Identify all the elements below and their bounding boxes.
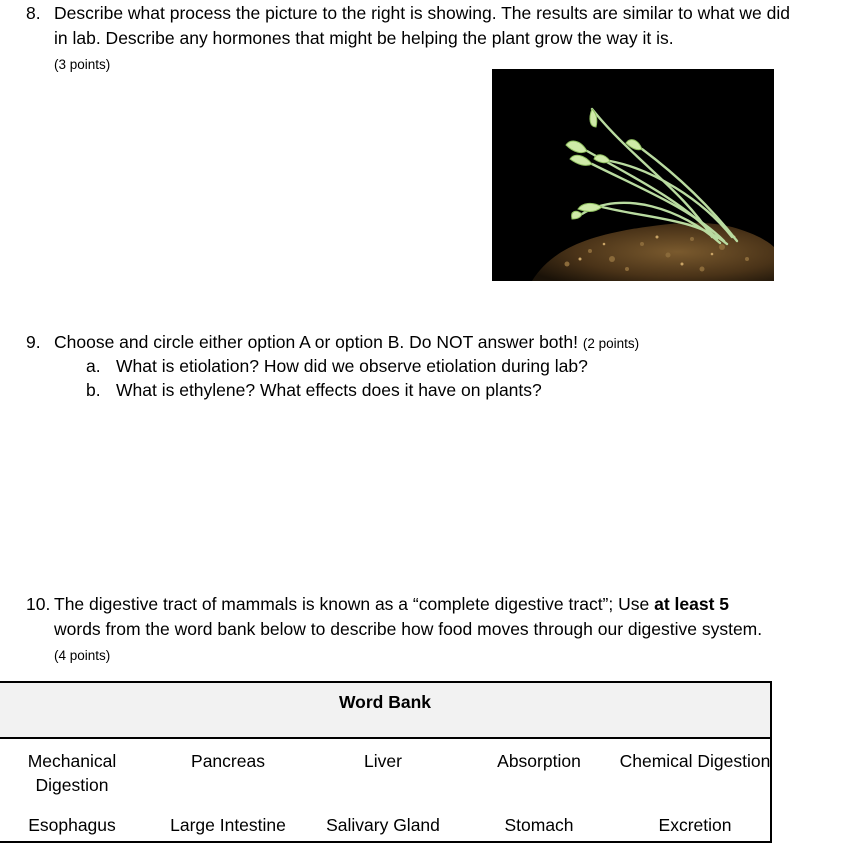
question-9-text: Choose and circle either option A or option B. Do NOT answer both! — [54, 332, 579, 352]
question-10-text-after: words from the word bank below to describe how food moves through our digestive system. — [54, 619, 763, 639]
word-bank-cell: Salivary Gland — [326, 815, 440, 835]
seedling-illustration — [492, 69, 774, 281]
word-bank-cell: Large Intestine — [170, 815, 286, 835]
question-9-text-block — [54, 330, 639, 356]
option-b-text: What is ethylene? What effects does it have on plants? — [116, 380, 542, 400]
word-bank-cell: Esophagus — [28, 815, 116, 835]
word-bank-cell: Liver — [364, 751, 402, 771]
word-bank-cell: Excretion — [658, 815, 732, 835]
word-bank-title: Word Bank — [338, 692, 432, 712]
question-10-text-block — [54, 592, 774, 668]
word-bank-cell: Pancreas — [191, 751, 265, 771]
question-9-points: (2 points) — [582, 336, 640, 351]
word-bank-table — [0, 681, 772, 843]
word-bank-cell: Mechanical Digestion — [27, 751, 117, 795]
question-9-number: 9. — [26, 332, 41, 352]
question-10-emphasis: at least 5 — [654, 594, 729, 614]
question-8-points: (3 points) — [54, 57, 111, 72]
word-bank-cell: Absorption — [497, 751, 581, 771]
question-8-text: Describe what process the picture to the right is showing. The results are similar to what we did in lab. Describe any hormones that might be helping the plant grow the way it is. — [54, 3, 790, 48]
option-a-letter: a. — [86, 356, 101, 376]
option-b-letter: b. — [86, 380, 101, 400]
word-bank-cell: Stomach — [504, 815, 574, 835]
question-10-number: 10. — [26, 594, 51, 614]
seedling-photo — [492, 69, 774, 281]
word-bank-cell: Chemical Digestion — [619, 751, 771, 771]
question-8-text-block — [54, 1, 794, 77]
question-10-points: (4 points) — [54, 648, 111, 663]
question-8-number: 8. — [26, 3, 41, 23]
word-bank-header — [0, 683, 770, 739]
option-a-text: What is etiolation? How did we observe etiolation during lab? — [116, 356, 588, 376]
question-10-text-before: The digestive tract of mammals is known as a “complete digestive tract”; Use — [54, 594, 655, 614]
